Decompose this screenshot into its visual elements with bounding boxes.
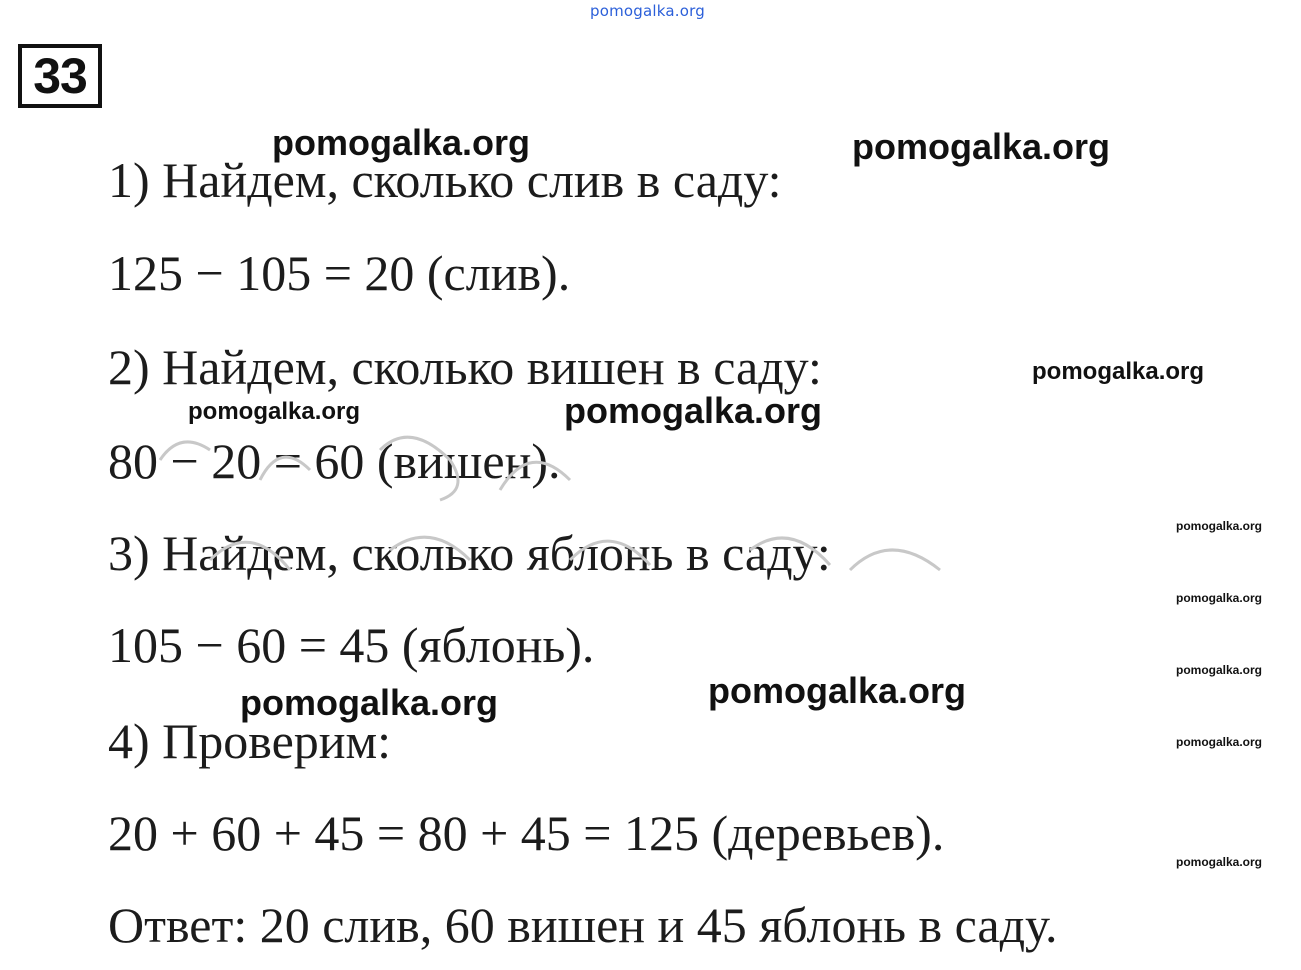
step-4-equation: 20 + 60 + 45 = 80 + 45 = 125 (деревьев). [108,805,945,861]
step-4-heading: 4) Проверим: [108,713,392,769]
watermark-4: pomogalka.org [188,398,361,425]
watermark-6: pomogalka.org [708,670,967,711]
watermark-small-1: pomogalka.org [1176,519,1263,533]
watermark-top: pomogalka.org [590,2,705,20]
step-1-heading: 1) Найдем, сколько слив в саду: [108,152,782,208]
watermark-7: pomogalka.org [240,682,499,723]
watermark-2: pomogalka.org [852,126,1111,167]
watermark-1: pomogalka.org [272,122,531,163]
answer-line: Ответ: 20 слив, 60 вишен и 45 яблонь в саду. [108,897,1058,953]
step-3-heading: 3) Найдем, сколько яблонь в саду: [108,525,831,581]
watermark-small-5: pomogalka.org [1176,855,1263,869]
watermark-5: pomogalka.org [564,390,823,431]
watermark-small-3: pomogalka.org [1176,663,1263,677]
task-number-box [18,44,102,108]
watermark-small-2: pomogalka.org [1176,591,1263,605]
step-3-equation: 105 − 60 = 45 (яблонь). [108,617,595,673]
faint-scribble-overlay [150,420,1020,590]
watermark-small-4: pomogalka.org [1176,735,1263,749]
step-1-equation: 125 − 105 = 20 (слив). [108,245,571,301]
watermark-3: pomogalka.org [1032,358,1205,385]
task-number: 33 [33,48,87,104]
step-2-heading: 2) Найдем, сколько вишен в саду: [108,339,822,395]
step-2-equation: 80 − 20 = 60 (вишен). [108,433,561,489]
